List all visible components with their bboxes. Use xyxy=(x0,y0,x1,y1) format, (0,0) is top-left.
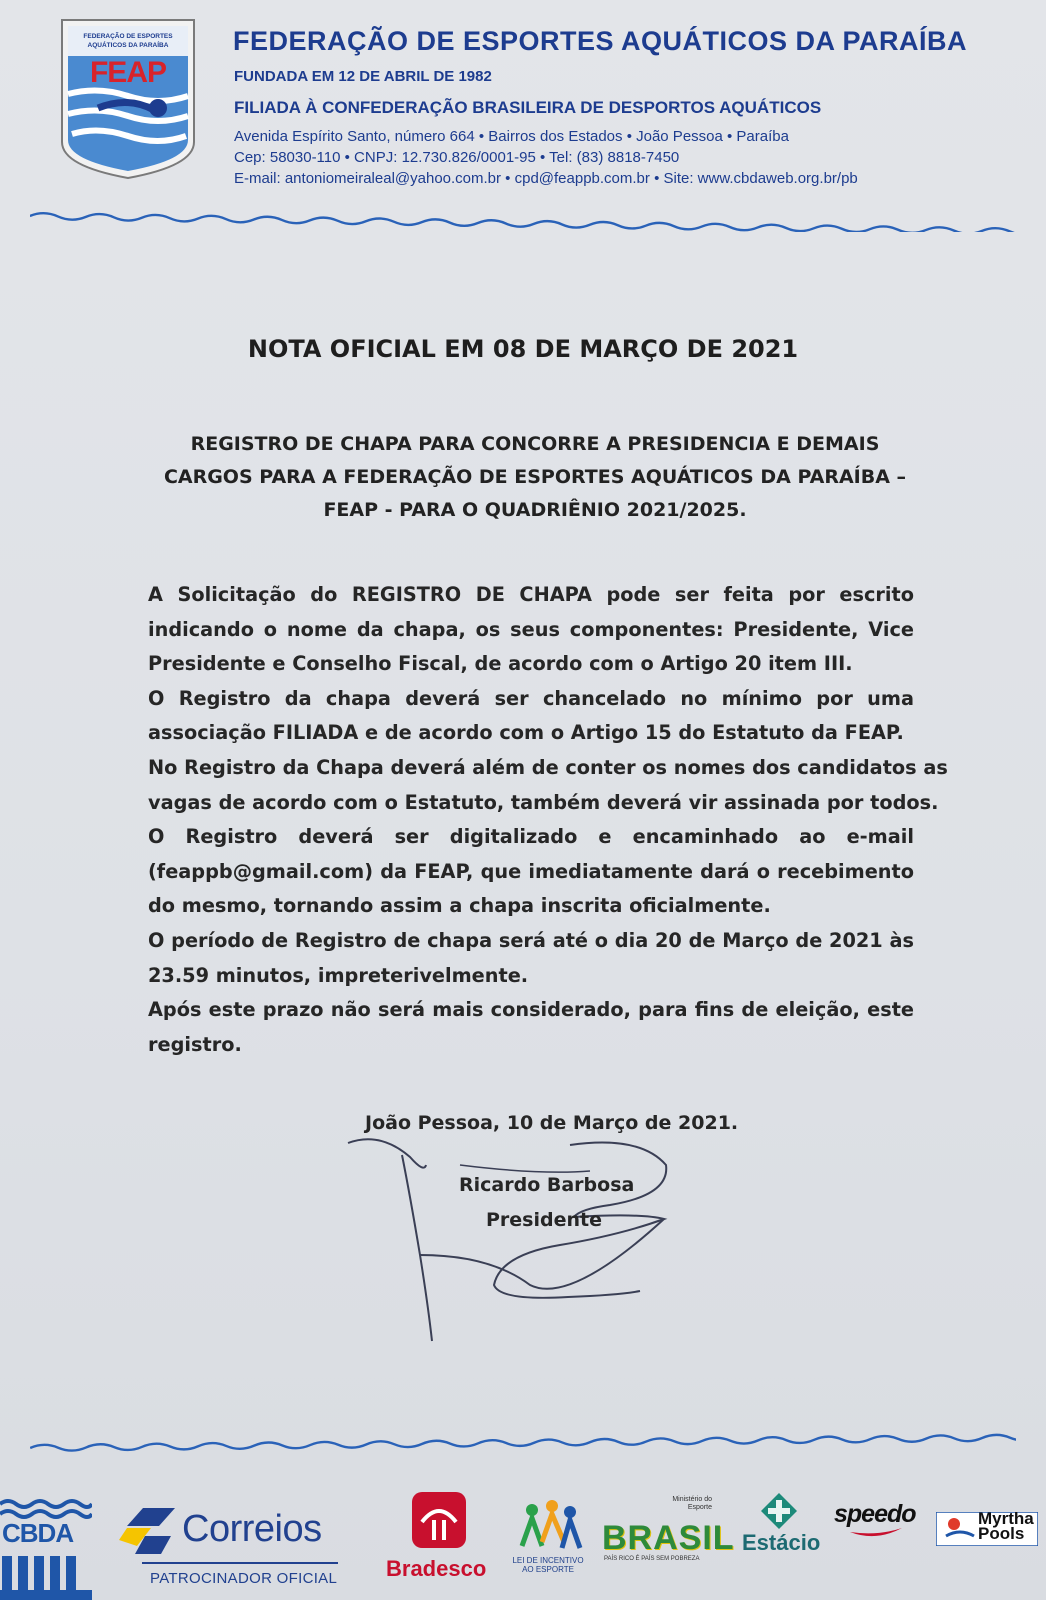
ministerio-text: Ministério do Esporte xyxy=(672,1496,712,1511)
body-line: registro. xyxy=(148,1032,242,1056)
svg-text:AQUÁTICOS DA PARAÍBA: AQUÁTICOS DA PARAÍBA xyxy=(87,42,169,49)
body-line: do mesmo, tornando assim a chapa inscrita oficialmente. xyxy=(148,894,771,918)
body-line: Após este prazo não será mais considerado, para fins de eleição, este xyxy=(148,998,914,1022)
body-line: A Solicitação do REGISTRO DE CHAPA pode ser feita por escrito xyxy=(148,583,914,606)
founded-date: FUNDADA EM 12 DE ABRIL DE 1982 xyxy=(234,68,492,85)
correios-name: Correios xyxy=(182,1508,322,1550)
brasil-logo-text: BRASIL xyxy=(602,1519,735,1557)
body-line: 23.59 minutos, impreterivelmente. xyxy=(148,963,529,987)
body-line: associação FILIADA e de acordo com o Artigo 15 do Estatuto da FEAP. xyxy=(148,721,904,745)
correios-icon xyxy=(115,1506,179,1558)
correios-underline xyxy=(142,1562,338,1564)
body-line: No Registro da Chapa deverá além de conter os nomes dos candidatos as xyxy=(148,755,948,779)
body-line: O Registro deverá ser digitalizado e encaminhado ao e-mail xyxy=(148,825,914,849)
lei-incentivo-icon xyxy=(512,1496,584,1558)
handwritten-signature xyxy=(340,1135,680,1350)
feap-logo xyxy=(58,16,198,182)
brasil-slogan: PAÍS RICO É PAÍS SEM POBREZA xyxy=(604,1556,700,1562)
speedo-name: speedo xyxy=(834,1500,916,1528)
estacio-icon xyxy=(760,1492,798,1530)
logo-acronym: FEAP xyxy=(89,56,167,89)
federation-name: FEDERAÇÃO DE ESPORTES AQUÁTICOS DA PARAÍBA xyxy=(233,26,968,56)
cep-cnpj-phone: Cep: 58030-110 • CNPJ: 12.730.826/0001-95 • Tel: (83) 8818-7450 xyxy=(234,149,680,166)
estacio-name: Estácio xyxy=(742,1530,821,1555)
date-place: João Pessoa, 10 de Março de 2021. xyxy=(365,1112,739,1134)
header-wave-divider xyxy=(30,208,1016,232)
subject-heading xyxy=(150,428,920,527)
speedo-boomerang-icon xyxy=(848,1526,904,1542)
body-line: O período de Registro de chapa será até o dia 20 de Março de 2021 às xyxy=(148,928,914,952)
footer-wave-divider xyxy=(30,1432,1016,1456)
body-line: vagas de acordo com o Estatuto, também deverá vir assinada por todos. xyxy=(148,790,939,814)
cbda-name: CBDA xyxy=(2,1518,74,1548)
emails-site: E-mail: antoniomeiraleal@yahoo.com.br • cpd@feappb.com.br • Site: www.cbdaweb.org.br/pb xyxy=(234,170,858,187)
signer-name: Ricardo Barbosa xyxy=(459,1174,635,1196)
document-title: NOTA OFICIAL EM 08 DE MARÇO DE 2021 xyxy=(247,335,799,363)
bradesco-name: Bradesco xyxy=(386,1556,487,1581)
body-line: indicando o nome da chapa, os seus componentes: Presidente, Vice xyxy=(148,617,914,641)
lei-incentivo-text: LEI DE INCENTIVO AO ESPORTE xyxy=(512,1556,584,1574)
bradesco-icon xyxy=(412,1492,466,1548)
address: Avenida Espírito Santo, número 664 • Bairros dos Estados • João Pessoa • Paraíba xyxy=(234,128,789,145)
body-line: O Registro da chapa deverá ser chancelado no mínimo por uma xyxy=(148,686,914,710)
affiliation: FILIADA À CONFEDERAÇÃO BRASILEIRA DE DESPORTOS AQUÁTICOS xyxy=(234,98,822,117)
body-paragraphs xyxy=(148,578,948,1062)
correios-tagline: PATROCINADOR OFICIAL xyxy=(150,1570,338,1587)
signer-role: Presidente xyxy=(486,1209,602,1231)
myrtha-pools-name: Myrtha Pools xyxy=(978,1509,1034,1543)
cbda-logo xyxy=(0,1498,92,1600)
svg-text:FEDERAÇÃO DE ESPORTES: FEDERAÇÃO DE ESPORTES xyxy=(83,33,173,40)
subject-line: FEAP - PARA O QUADRIÊNIO 2021/2025. xyxy=(323,499,747,521)
subject-line: CARGOS PARA A FEDERAÇÃO DE ESPORTES AQUÁTICOS DA PARAÍBA – xyxy=(163,466,907,488)
body-line: (feappb@gmail.com) da FEAP, que imediatamente dará o recebimento xyxy=(148,859,914,883)
subject-line: REGISTRO DE CHAPA PARA CONCORRE A PRESIDENCIA E DEMAIS xyxy=(190,433,880,455)
body-line: Presidente e Conselho Fiscal, de acordo com o Artigo 20 item III. xyxy=(148,652,853,676)
